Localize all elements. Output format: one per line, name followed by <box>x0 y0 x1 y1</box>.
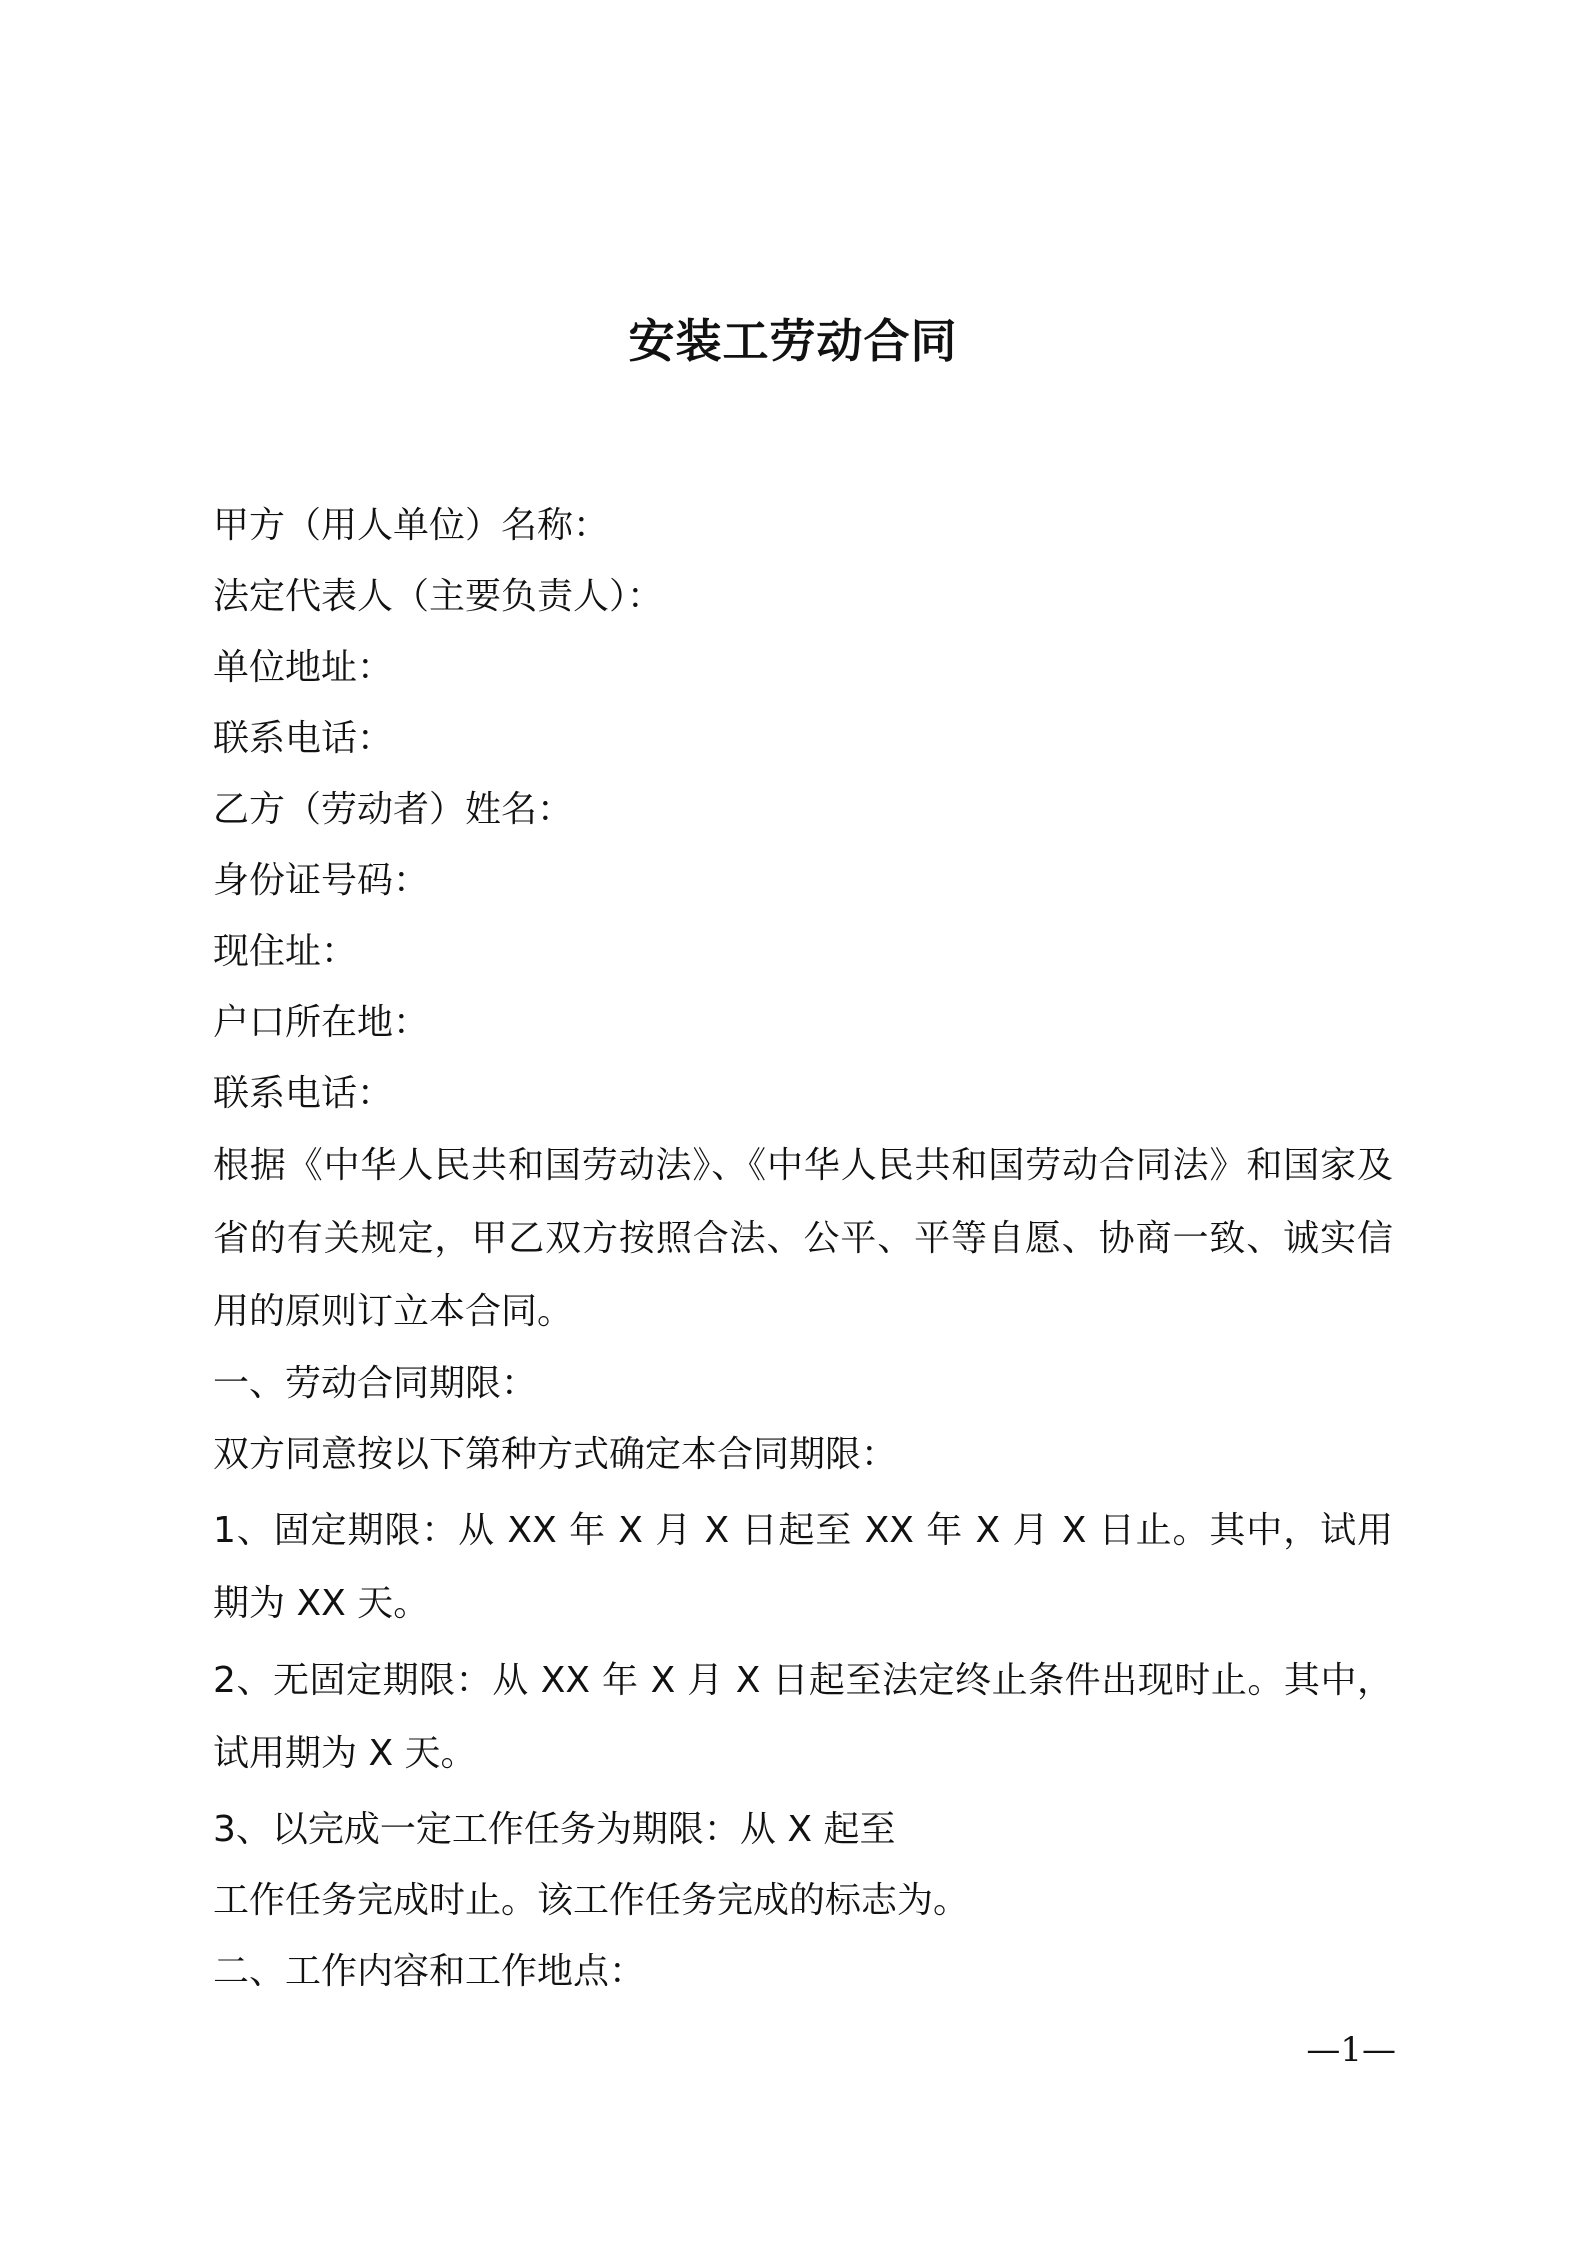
field-household-registration: 户口所在地： <box>213 1002 430 1043</box>
section1-intro: 双方同意按以下第种方式确定本合同期限： <box>213 1434 898 1475</box>
field-employee-name: 乙方（劳动者）姓名： <box>213 789 574 830</box>
field-employer-name: 甲方（用人单位）名称： <box>213 505 610 546</box>
document-body <box>213 490 1393 2007</box>
page-number: —1— <box>1306 2030 1396 2070</box>
field-id-number: 身份证号码： <box>213 860 430 901</box>
preamble-paragraph: 根据《中华人民共和国劳动法》、《中华人民共和国劳动合同法》和国家及省的有关规定，甲乙双方按照合法、公平、平等自愿、协商一致、诚实信用的原则订立本合同。 <box>213 1145 1393 1332</box>
term-task-based-line1: 3、以完成一定工作任务为期限：从 X 起至 <box>213 1809 896 1850</box>
field-current-address: 现住址： <box>213 931 358 972</box>
field-legal-representative: 法定代表人（主要负责人）： <box>213 576 664 617</box>
document-title: 安装工劳动合同 <box>628 314 958 368</box>
term-fixed: 1、固定期限：从 XX 年 X 月 X 日起至 XX 年 X 月 X 日止。其中，试用期为 XX 天。 <box>213 1510 1393 1624</box>
field-employer-address: 单位地址： <box>213 647 394 688</box>
section1-heading: 一、劳动合同期限： <box>213 1363 538 1404</box>
field-employee-phone: 联系电话： <box>213 1073 394 1114</box>
term-task-based-line2: 工作任务完成时止。该工作任务完成的标志为。 <box>213 1880 970 1921</box>
field-employer-phone: 联系电话： <box>213 718 394 759</box>
section2-heading: 二、工作内容和工作地点： <box>213 1951 646 1992</box>
term-open-ended: 2、无固定期限：从 XX 年 X 月 X 日起至法定终止条件出现时止。其中，试用期为 X 天。 <box>213 1660 1393 1774</box>
